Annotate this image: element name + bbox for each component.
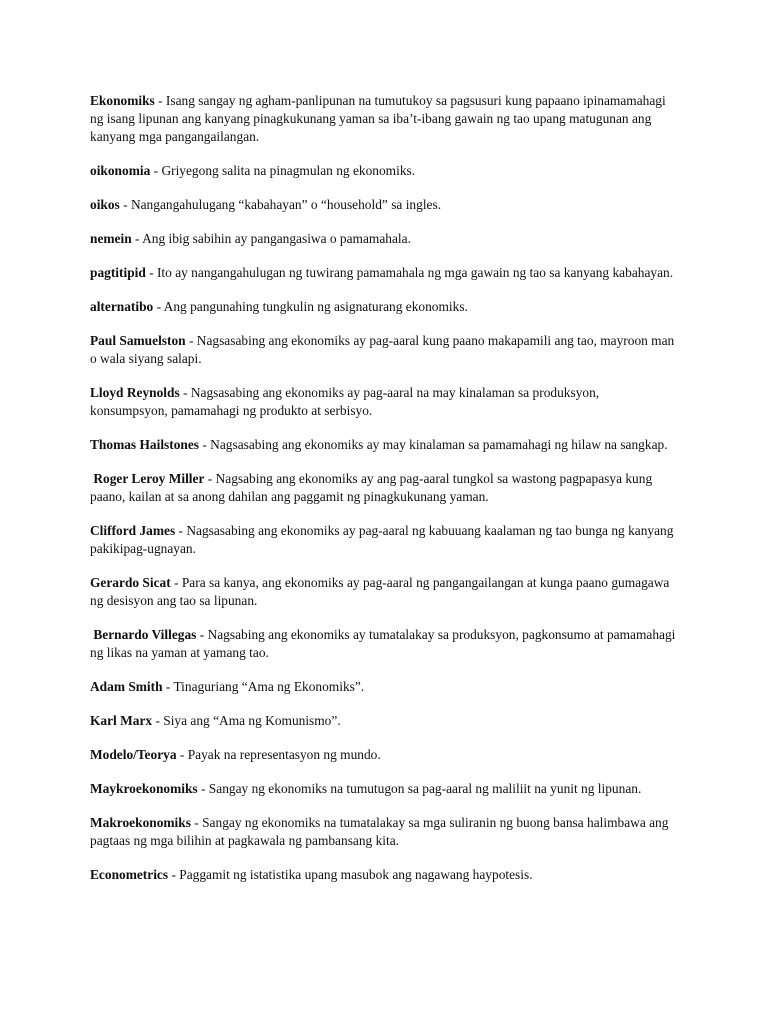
- entry-term: Ekonomiks: [90, 93, 155, 108]
- entry-definition: Griyegong salita na pinagmulan ng ekonomiks.: [161, 163, 416, 178]
- entry-definition: Nagsabing ang ekonomiks ay tumatalakay sa produksyon, pagkonsumo at pamamahagi ng likas na yaman at yamang tao.: [90, 627, 676, 660]
- entry-term: Maykroekonomiks: [90, 781, 198, 796]
- entry-definition: Sangay ng ekonomiks na tumatalakay sa mga suliranin ng buong bansa halimbawa ang pagtaas ng mga bilihin at pagkawala ng pambansang kita.: [90, 815, 669, 848]
- entry-oikonomia: [90, 162, 680, 180]
- entry-separator: -: [175, 523, 187, 538]
- entry-oikos: [90, 196, 680, 214]
- entry-definition: Nagsasabing ang ekonomiks ay pag-aaral na may kinalaman sa produksyon, konsumpsyon, pamamahagi ng produkto at serbisyo.: [90, 385, 600, 418]
- entry-term: Bernardo Villegas: [93, 627, 197, 642]
- entry-definition: Paggamit ng istatistika upang masubok ang nagawang haypotesis.: [179, 867, 533, 882]
- entry-definition: Ang ibig sabihin ay pangangasiwa o pamamahala.: [142, 231, 411, 246]
- entry-definition: Isang sangay ng agham-panlipunan na tumutukoy sa pagsusuri kung papaano ipinamamahagi ng isang lipunan ang kanyang pinagkukunang yaman sa iba’t-ibang gawain ng tao upang matugunan ang kanyang mga pangangailangan.: [90, 93, 666, 144]
- entry-pagtitipid: [90, 264, 680, 282]
- entry-econometrics: [90, 866, 680, 884]
- entry-term: oikos: [90, 197, 120, 212]
- entry-separator: -: [150, 163, 162, 178]
- entry-definition: Ito ay nangangahulugan ng tuwirang pamamahala ng mga gawain ng tao sa kanyang kabahayan.: [156, 265, 674, 280]
- entry-term: Thomas Hailstones: [90, 437, 200, 452]
- entry-definition: Payak na representasyon ng mundo.: [187, 747, 381, 762]
- entry-separator: -: [152, 713, 164, 728]
- entry-term: nemein: [90, 231, 132, 246]
- entry-separator: -: [185, 333, 197, 348]
- entry-term: Gerardo Sicat: [90, 575, 171, 590]
- entry-karl-marx: [90, 712, 680, 730]
- entry-alternatibo: [90, 298, 680, 316]
- entry-definition: Nangangahulugang “kabahayan” o “household” sa ingles.: [130, 197, 442, 212]
- entry-separator: -: [196, 627, 208, 642]
- entry-term: Lloyd Reynolds: [90, 385, 180, 400]
- entry-separator: -: [190, 815, 203, 830]
- entry-term: Adam Smith: [90, 679, 163, 694]
- entry-term: Econometrics: [90, 867, 169, 882]
- entry-definition: Nagsasabing ang ekonomiks ay may kinalaman sa pamamahagi ng hilaw na sangkap.: [210, 437, 668, 452]
- entry-separator: -: [131, 231, 143, 246]
- entry-thomas-hailstones: [90, 436, 680, 454]
- entry-term: oikonomia: [90, 163, 151, 178]
- entry-lloyd-reynolds: [90, 384, 680, 420]
- entry-term: alternatibo: [90, 299, 154, 314]
- entry-term: Karl Marx: [90, 713, 153, 728]
- entry-separator: -: [199, 437, 211, 452]
- entry-ekonomiks: [90, 92, 680, 146]
- entry-nemein: [90, 230, 680, 248]
- entry-term: Clifford James: [90, 523, 176, 538]
- entry-separator: -: [176, 747, 188, 762]
- entry-makroekonomiks: [90, 814, 680, 850]
- entry-gerardo-sicat: [90, 574, 680, 610]
- entry-definition: Siya ang “Ama ng Komunismo”.: [163, 713, 341, 728]
- entry-separator: -: [153, 299, 164, 314]
- entry-separator: -: [119, 197, 131, 212]
- entry-definition: Sangay ng ekonomiks na tumutugon sa pag-aaral ng maliliit na yunit ng lipunan.: [208, 781, 642, 796]
- entry-separator: -: [179, 385, 191, 400]
- entry-separator: -: [162, 679, 174, 694]
- entry-separator: -: [168, 867, 180, 882]
- entry-clifford-james: [90, 522, 680, 558]
- entry-adam-smith: [90, 678, 680, 696]
- entry-paul-samuelston: [90, 332, 680, 368]
- document-page: [90, 92, 680, 900]
- entry-separator: -: [145, 265, 157, 280]
- entry-roger-leroy-miller: [90, 470, 680, 506]
- entry-term: Makroekonomiks: [90, 815, 191, 830]
- entry-term: Roger Leroy Miller: [93, 471, 205, 486]
- entry-separator: -: [154, 93, 166, 108]
- entry-separator: -: [197, 781, 209, 796]
- entry-definition: Nagsasabing ang ekonomiks ay pag-aaral ng kabuuang kaalaman ng tao bunga ng kanyang pakikipag-ugnayan.: [90, 523, 674, 556]
- entry-definition: Ang pangunahing tungkulin ng asignaturang ekonomiks.: [163, 299, 468, 314]
- entry-definition: Nagsabing ang ekonomiks ay ang pag-aaral tungkol sa wastong pagpapasya kung paano, kailan at sa anong dahilan ang paggamit ng pinagkukunang yaman.: [90, 471, 653, 504]
- entry-bernardo-villegas: [90, 626, 680, 662]
- entry-term: pagtitipid: [90, 265, 146, 280]
- entry-term: Modelo/Teorya: [90, 747, 177, 762]
- entry-separator: -: [204, 471, 216, 486]
- entry-separator: -: [170, 575, 182, 590]
- entry-term: Paul Samuelston: [90, 333, 186, 348]
- entry-maykroekonomiks: [90, 780, 680, 798]
- entry-definition: Tinaguriang “Ama ng Ekonomiks”.: [173, 679, 365, 694]
- entry-definition: Nagsasabing ang ekonomiks ay pag-aaral kung paano makapamili ang tao, mayroon man o wala siyang salapi.: [90, 333, 675, 366]
- entry-modelo-teorya: [90, 746, 680, 764]
- entry-definition: Para sa kanya, ang ekonomiks ay pag-aaral ng pangangailangan at kunga paano gumagawa ng desisyon ang tao sa lipunan.: [90, 575, 670, 608]
